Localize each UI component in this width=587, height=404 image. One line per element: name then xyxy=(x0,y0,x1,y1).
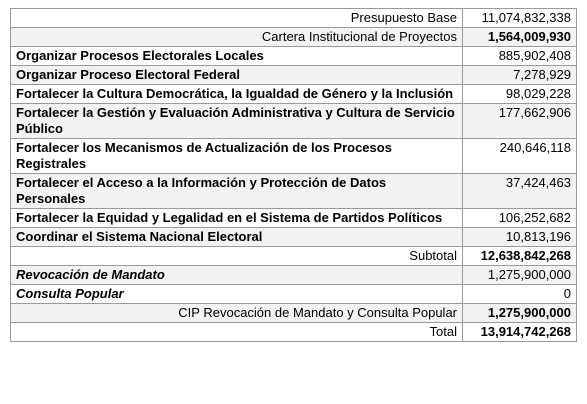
table-row xyxy=(11,304,577,323)
table-row xyxy=(11,228,577,247)
budget-table xyxy=(10,8,577,342)
table-row xyxy=(11,323,577,342)
budget-table-container xyxy=(10,8,576,342)
table-row xyxy=(11,9,577,28)
row-label: Organizar Procesos Electorales Locales xyxy=(11,47,463,66)
row-value: 885,902,408 xyxy=(463,47,577,66)
row-label: Cartera Institucional de Proyectos xyxy=(11,28,463,47)
row-value: 106,252,682 xyxy=(463,209,577,228)
row-label: Fortalecer la Cultura Democrática, la Igualdad de Género y la Inclusión xyxy=(11,85,463,104)
table-row xyxy=(11,139,577,174)
row-value: 177,662,906 xyxy=(463,104,577,139)
table-row xyxy=(11,209,577,228)
row-value: 10,813,196 xyxy=(463,228,577,247)
row-label: Presupuesto Base xyxy=(11,9,463,28)
table-row xyxy=(11,266,577,285)
row-label: Consulta Popular xyxy=(11,285,463,304)
row-label: Total xyxy=(11,323,463,342)
table-row xyxy=(11,47,577,66)
row-value: 37,424,463 xyxy=(463,174,577,209)
row-label: Fortalecer los Mecanismos de Actualización de los Procesos Registrales xyxy=(11,139,463,174)
table-row xyxy=(11,247,577,266)
row-value: 1,564,009,930 xyxy=(463,28,577,47)
row-value: 7,278,929 xyxy=(463,66,577,85)
table-row xyxy=(11,85,577,104)
row-label: CIP Revocación de Mandato y Consulta Popular xyxy=(11,304,463,323)
table-row xyxy=(11,174,577,209)
row-value: 1,275,900,000 xyxy=(463,266,577,285)
table-row xyxy=(11,66,577,85)
row-label: Subtotal xyxy=(11,247,463,266)
row-value: 12,638,842,268 xyxy=(463,247,577,266)
row-value: 98,029,228 xyxy=(463,85,577,104)
row-value: 13,914,742,268 xyxy=(463,323,577,342)
row-label: Coordinar el Sistema Nacional Electoral xyxy=(11,228,463,247)
row-value: 11,074,832,338 xyxy=(463,9,577,28)
row-label: Revocación de Mandato xyxy=(11,266,463,285)
row-value: 1,275,900,000 xyxy=(463,304,577,323)
table-row xyxy=(11,28,577,47)
table-row xyxy=(11,104,577,139)
row-value: 0 xyxy=(463,285,577,304)
table-row xyxy=(11,285,577,304)
row-label: Fortalecer la Gestión y Evaluación Administrativa y Cultura de Servicio Público xyxy=(11,104,463,139)
row-label: Fortalecer el Acceso a la Información y Protección de Datos Personales xyxy=(11,174,463,209)
row-label: Organizar Proceso Electoral Federal xyxy=(11,66,463,85)
row-value: 240,646,118 xyxy=(463,139,577,174)
row-label: Fortalecer la Equidad y Legalidad en el Sistema de Partidos Políticos xyxy=(11,209,463,228)
